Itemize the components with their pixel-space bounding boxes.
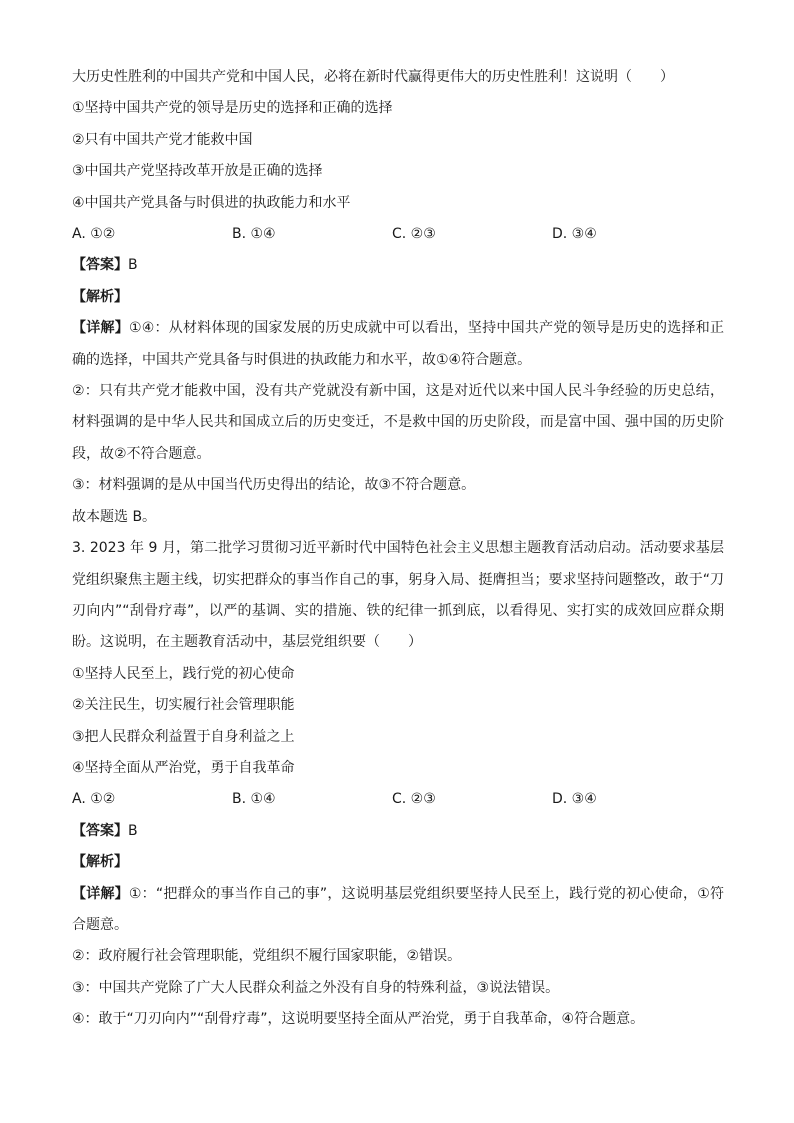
q3-detail-3: ③：中国共产党除了广大人民群众利益之外没有自身的特殊利益，③说法错误。 — [72, 979, 560, 996]
q2-stem-tail: 大历史性胜利的中国共产党和中国人民，必将在新时代赢得更伟大的历史性胜利！这说明（ ） — [72, 69, 674, 85]
q2-item-4: ④中国共产党具备与时俱进的执政能力和水平 — [72, 194, 351, 211]
q3-analysis-tag: 【解析】 — [72, 854, 128, 871]
q2-answer — [72, 250, 724, 281]
q2-option-c: C. ②③ — [392, 226, 436, 243]
q2-detail-2: ②：只有共产党才能救中国，没有共产党就没有新中国，这是对近代以来中国人民斗争经验的历史总结，材料强调的是中华人民共和国成立后的历史变迁，不是救中国的历史阶段，而是富中国、强中国的历史阶段，故②不符合题意。 — [72, 383, 724, 462]
q2-analysis-tag: 【解析】 — [72, 288, 128, 305]
q3-answer-value: B — [128, 822, 138, 839]
q3-answer-tag: 【答案】 — [72, 822, 128, 839]
q3-item-3: ③把人民群众利益置于自身利益之上 — [72, 728, 295, 745]
q3-option-c: C. ②③ — [392, 791, 436, 808]
q2-detail-1 — [72, 313, 724, 376]
q2-options — [72, 219, 724, 250]
q2-analysis — [72, 282, 724, 313]
q3-detail-2: ②：政府履行社会管理职能，党组织不履行国家职能，②错误。 — [72, 948, 462, 965]
q2-item-1: ①坚持中国共产党的领导是历史的选择和正确的选择 — [72, 100, 393, 117]
q2-answer-value: B — [128, 257, 138, 274]
q2-detail-tag: 【详解】 — [72, 320, 129, 337]
q3-analysis — [72, 847, 724, 878]
q3-answer — [72, 816, 724, 847]
q3-detail-tag: 【详解】 — [72, 885, 129, 902]
q3-option-d: D. ③④ — [552, 791, 597, 808]
q3-option-a: A. ①② — [72, 791, 116, 808]
q2-answer-tag: 【答案】 — [72, 257, 128, 274]
q3-option-b: B. ①④ — [232, 791, 276, 808]
q2-option-d: D. ③④ — [552, 226, 597, 243]
q3-stem: 3. 2023 年 9 月，第二批学习贯彻习近平新时代中国特色社会主义思想主题教育活动启动。活动要求基层党组织聚焦主题主线，切实把群众的事当作自己的事，躬身入局、挺膺担当；要求坚持问题整改，敢于“刀刃向内”“刮骨疗毒”，以严的基调、实的措施、铁的纪律一抓到底，以看得见、实打实的成效回应群众期盼。这说明，在主题教育活动中，基层党组织要（ ） — [72, 540, 724, 651]
q3-options — [72, 784, 724, 815]
q3-detail-1 — [72, 879, 724, 942]
q2-option-b: B. ①④ — [232, 226, 276, 243]
page-content — [72, 62, 724, 1036]
q3-item-4: ④坚持全面从严治党，勇于自我革命 — [72, 759, 295, 776]
q2-item-2: ②只有中国共产党才能救中国 — [72, 131, 253, 148]
q3-detail-1-text: ①：“把群众的事当作自己的事”，这说明基层党组织要坚持人民至上，践行党的初心使命，①符合题意。 — [72, 885, 724, 933]
q2-conclusion: 故本题选 B。 — [72, 508, 157, 525]
q2-detail-1-text: ①④：从材料体现的国家发展的历史成就中可以看出，坚持中国共产党的领导是历史的选择和正确的选择，中国共产党具备与时俱进的执政能力和水平，故①④符合题意。 — [72, 320, 724, 368]
q3-item-1: ①坚持人民至上，践行党的初心使命 — [72, 665, 295, 682]
q2-detail-3: ③：材料强调的是从中国当代历史得出的结论，故③不符合题意。 — [72, 477, 476, 494]
q2-option-a: A. ①② — [72, 226, 116, 243]
q3-item-2: ②关注民生，切实履行社会管理职能 — [72, 697, 295, 714]
q2-item-3: ③中国共产党坚持改革开放是正确的选择 — [72, 163, 323, 180]
q3-detail-4: ④：敢于“刀刃向内”“刮骨疗毒”，这说明要坚持全面从严治党，勇于自我革命，④符合题意。 — [72, 1011, 645, 1028]
